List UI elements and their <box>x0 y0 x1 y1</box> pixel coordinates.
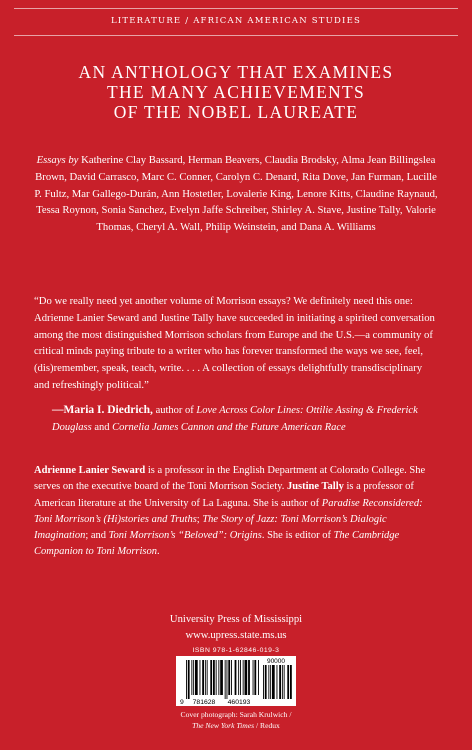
editor-name-tally: Justine Tally <box>286 481 344 493</box>
photo-credit-publication: The New York Times <box>192 720 255 730</box>
barcode-bar <box>218 660 219 695</box>
barcode-bar <box>216 660 217 695</box>
barcode-bar <box>287 665 289 699</box>
photo-credit <box>0 710 472 731</box>
blurb-book-1: Love Across Color Lines: Ottilie Assing & Frederick Douglass <box>52 405 418 433</box>
barcode-bar <box>225 660 226 699</box>
barcode-bar <box>253 660 254 695</box>
barcode-bar <box>268 665 269 699</box>
tally-book-1: Paradise Reconsidered: Toni Morrison’s (Hi)stories and Truths <box>34 497 423 525</box>
publisher-name: University Press of Mississippi <box>169 614 303 625</box>
bio-editor-of: . She is editor of <box>261 530 331 542</box>
blurb-quote: “Do we really need yet another volume of Morrison essays? We definitely need this one: Adrienne Lanier Seward and Justine Tally have succeeded in initiating a spirited conversation among the most distinguished Morrison scholars from Europe and the U.S.—a community of critical minds paying tribute to a writer who has forever transformed the ways we see, feel, (dis)remember, speak, teach, write. . . . A collection of essays delightfully transdisciplinary and refreshingly political.” <box>34 295 435 391</box>
barcode-bar <box>270 665 271 699</box>
barcode-bar <box>248 660 250 695</box>
contributors-names: Katherine Clay Bassard, Herman Beavers, Claudia Brodsky, Alma Jean Billingslea Brown, David Carrasco, Marc C. Conner, Carolyn C. Denard, Rita Dove, Jan Furman, Lucille P. Fultz, Mar Gallego-Durán, Ann Hostetler, Lovalerie King, Lenore Kitts, Claudine Raynaud, Tessa Roynon, Sonia Sanchez, Evelyn Jaffe Schreiber, Shirley A. Stave, Justine Tally, Valorie Thomas, Cheryl A. Wall, Philip Weinstein, and Dana A. Williams <box>34 154 438 234</box>
barcode-bar <box>254 660 256 695</box>
photo-credit-agency: / Redux <box>256 720 280 730</box>
editor-name-seward: Adrienne Lanier Seward <box>34 465 146 476</box>
barcode-bar <box>235 660 237 695</box>
barcode-digits-left: 781628 <box>192 699 216 706</box>
tally-book-3: Toni Morrison’s “Beloved”: Origins <box>108 530 262 542</box>
tally-book-4: The Cambridge Companion to Toni Morrison <box>34 530 400 558</box>
headline-line-3: OF THE NOBEL LAUREATE <box>113 102 359 122</box>
barcode-bar <box>205 660 206 695</box>
barcode-graphic <box>176 656 296 706</box>
barcode-bar <box>188 660 190 699</box>
category-label: LITERATURE / AFRICAN AMERICAN STUDIES <box>110 16 362 26</box>
barcode-bar <box>277 665 278 699</box>
headline <box>30 62 442 122</box>
barcode-bar <box>245 660 248 695</box>
barcode-bar <box>210 660 212 695</box>
barcode-bar <box>228 660 230 695</box>
barcode-bar <box>200 660 201 695</box>
barcode-bar <box>195 660 198 695</box>
barcode-bar <box>207 660 208 695</box>
barcode-bar <box>284 665 285 699</box>
barcode-bar <box>272 665 275 699</box>
contributors-list <box>34 152 438 236</box>
bio-separator-1: ; <box>196 513 200 525</box>
contributors-prefix: Essays by <box>36 154 79 166</box>
barcode-bar <box>282 665 283 699</box>
bio-end: . <box>157 546 160 558</box>
barcode-bar <box>263 665 264 699</box>
category-rule <box>14 35 458 36</box>
barcode-price-code: 90000 <box>266 658 286 665</box>
blurb-book-2: Cornelia James Cannon and the Future American Race <box>112 421 346 433</box>
photo-credit-line-1: Cover photograph: Sarah Krulwich / <box>180 710 292 719</box>
barcode-bar <box>279 665 281 699</box>
photo-credit-line-2 <box>0 721 472 732</box>
barcode-bar <box>231 660 232 695</box>
bio-separator-2: ; and <box>85 530 107 542</box>
publisher-block <box>0 612 472 643</box>
barcode-bar <box>220 660 223 695</box>
barcode-bar <box>265 665 267 699</box>
barcode-bar <box>240 660 241 695</box>
publisher-url: www.upress.state.ms.us <box>185 629 287 641</box>
editor-bio-tally: is a professor of American literature at the University of La Laguna. She is author of <box>34 481 414 509</box>
headline-line-2: THE MANY ACHIEVEMENTS <box>106 82 366 102</box>
blurb-author-of: author of <box>155 405 194 416</box>
isbn-label: ISBN 978-1-62846-019-3 <box>192 647 280 654</box>
blurb-and: and <box>94 421 110 433</box>
barcode-digit-lead: 9 <box>180 699 184 706</box>
blurb-author: —Maria I. Diedrich, <box>52 404 153 416</box>
barcode-bar <box>243 660 244 695</box>
barcode-bar <box>238 660 239 695</box>
barcode-bar <box>191 660 192 695</box>
barcode-bar <box>186 660 187 699</box>
barcode-digits-right: 460193 <box>227 699 251 706</box>
tally-book-2: The Story of Jazz: Toni Morrison’s Dialogic Imagination <box>34 513 387 542</box>
barcode-bar <box>290 665 292 699</box>
barcode-bar <box>258 660 259 695</box>
editor-bios <box>34 463 440 561</box>
top-rule <box>14 8 458 9</box>
headline-line-1: AN ANTHOLOGY THAT EXAMINES <box>78 62 394 82</box>
barcode-bar <box>193 660 194 695</box>
barcode-bar <box>227 660 228 699</box>
barcode <box>176 656 296 706</box>
barcode-bar <box>213 660 215 695</box>
blurb-attribution <box>52 402 444 436</box>
editor-bio-seward: is a professor in the English Department at Colorado College. She serves on the executive board of the Toni Morrison Society. <box>34 465 426 493</box>
barcode-bar <box>202 660 204 695</box>
